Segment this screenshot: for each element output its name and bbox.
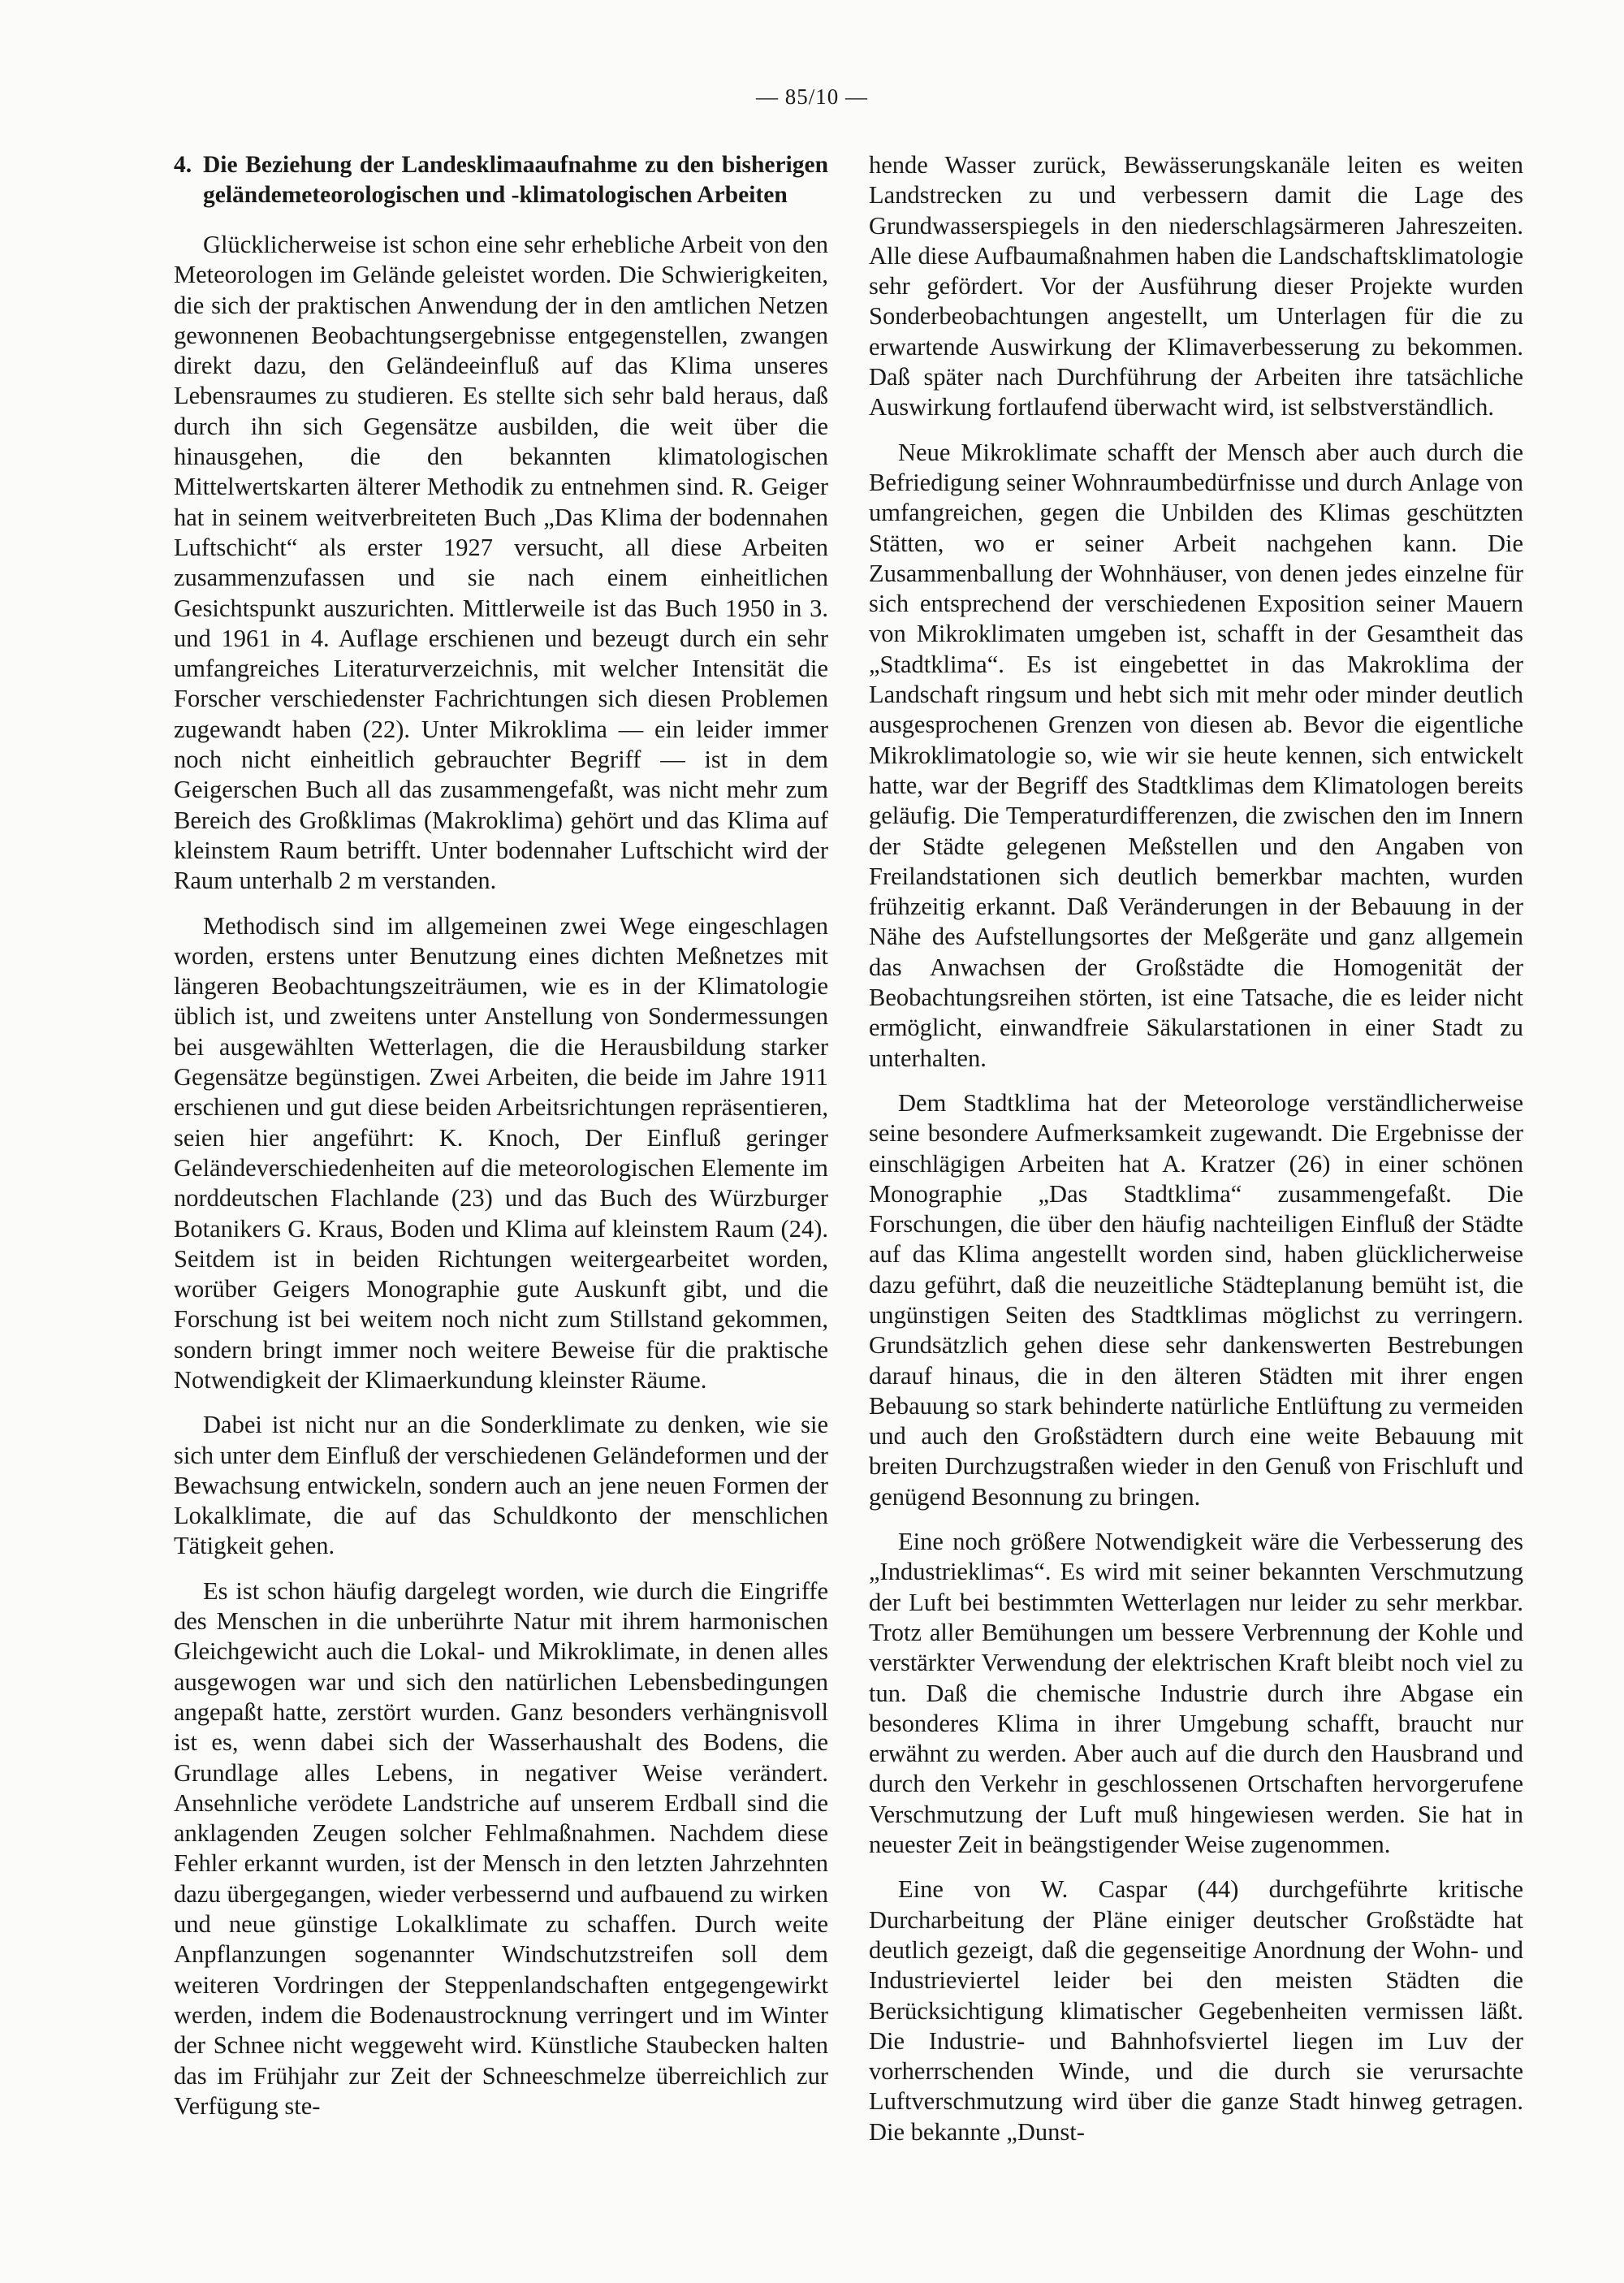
page-number: — 85/10 — [755, 84, 868, 109]
left-column [174, 150, 828, 2136]
paragraph-continued: hende Wasser zurück, Bewässerungskanäle leiten es weiten Landstrecken zu und verbessern damit die Lage des Grundwasserspiegels in den niederschlagsärmeren Jahreszeiten. Alle diese Aufbaumaßnahmen haben die Landschaftsklimatologie sehr gefördert. Vor der Ausführung dieser Projekte wurden Sonderbeobachtungen angestellt, um Unterlagen für die zu erwartende Auswirkung der Klimaverbesserung zu bekommen. Daß später nach Durchführung der Arbeiten ihre tatsächliche Auswirkung fortlaufend überwacht wird, ist selbstverständlich. [869, 151, 1523, 422]
section-title: Die Beziehung der Landesklimaaufnahme zu den bisherigen geländemeteorologischen und -klimatologischen Arbeiten [203, 152, 828, 208]
right-column [869, 150, 1523, 2162]
section-number: 4. [174, 152, 192, 178]
paragraph: Methodisch sind im allgemeinen zwei Wege eingeschlagen worden, erstens unter Benutzung eines dichten Meßnetzes mit längeren Beobachtungszeiträumen, wie es in der Klimatologie üblich ist, und zweitens unter Anstellung von Sondermessungen bei ausgewählten Wetterlagen, die die Herausbildung starker Gegensätze begünstigen. Zwei Arbeiten, die beide im Jahre 1911 erschienen und gut diese beiden Arbeitsrichtungen repräsentieren, seien hier angeführt: K. Knoch, Der Einfluß geringer Geländeverschiedenheiten auf die meteorologischen Elemente im norddeutschen Flachlande (23) und das Buch des Würzburger Botanikers G. Kraus, Boden und Klima auf kleinstem Raum (24). Seitdem ist in beiden Richtungen weitergearbeitet worden, worüber Geigers Monographie gute Auskunft gibt, und die Forschung ist bei weitem noch nicht zum Stillstand gekommen, sondern bringt immer noch weitere Beweise für die praktische Notwendigkeit der Klimaerkundung kleinster Räume. [174, 911, 828, 1394]
paragraph: Neue Mikroklimate schafft der Mensch aber auch durch die Befriedigung seiner Wohnraumbedürfnisse und durch Anlage von umfangreichen, gegen die Unbilden des Klimas geschützten Stätten, wo er seiner Arbeit nachgehen kann. Die Zusammenballung der Wohnhäuser, von denen jedes einzelne für sich entsprechend der verschiedenen Exposition seiner Mauern von Mikroklimaten umgeben ist, schafft in der Gesamtheit das „Stadtklima“. Es ist eingebettet in das Makroklima der Landschaft ringsum und hebt sich mit mehr oder minder deutlich ausgesprochenen Grenzen von diesen ab. Bevor die eigentliche Mikroklimatologie so, wie wir sie heute kennen, sich entwickelt hatte, war der Begriff des Stadtklimas dem Klimatologen bereits geläufig. Die Temperaturdifferenzen, die zwischen den im Innern der Städte gelegenen Meßstellen und den Angaben von Freilandstationen sich deutlich bemerkbar machten, wurden frühzeitig erkannt. Daß Veränderungen in der Bebauung in der Nähe des Aufstellungsortes der Meßgeräte und ganz allgemein das Anwachsen der Großstädte die Homogenität der Beobachtungsreihen störten, ist eine Tatsache, die es leider nicht ermöglicht, einwandfreie Säkularstationen in einer Stadt zu unterhalten. [869, 438, 1523, 1072]
paragraph: Eine von W. Caspar (44) durchgeführte kritische Durcharbeitung der Pläne einiger deutscher Großstädte hat deutlich gezeigt, daß die gegenseitige Anordnung der Wohn- und Industrieviertel leider bei den meisten Städten die Berücksichtigung klimatischer Gegebenheiten vermissen läßt. Die Industrie- und Bahnhofsviertel liegen im Luv der vorherrschenden Winde, und die durch sie verursachte Luftverschmutzung wird über die ganze Stadt hinweg getragen. Die bekannte „Dunst- [869, 1875, 1523, 2146]
paragraph: Eine noch größere Notwendigkeit wäre die Verbesserung des „Industrieklimas“. Es wird mit seiner bekannten Verschmutzung der Luft bei bestimmten Wetterlagen nur leider zu sehr merkbar. Trotz aller Bemühungen um bessere Verbrennung der Kohle und verstärkter Verwendung der elektrischen Kraft bleibt noch viel zu tun. Daß die chemische Industrie durch ihre Abgase ein besonderes Klima in ihrer Umgebung schafft, braucht nur erwähnt zu werden. Aber auch auf die durch den Hausbrand und durch den Verkehr in geschlossenen Ortschaften hervorgerufene Verschmutzung der Luft muß hingewiesen werden. Sie hat in neuester Zeit in beängstigender Weise zugenommen. [869, 1528, 1523, 1859]
paragraph: Dem Stadtklima hat der Meteorologe verständlicherweise seine besondere Aufmerksamkeit zugewandt. Die Ergebnisse der einschlägigen Arbeiten hat A. Kratzer (26) in einer schönen Monographie „Das Stadtklima“ zusammengefaßt. Die Forschungen, die über den häufig nachteiligen Einfluß der Städte auf das Klima angestellt worden sind, haben glücklicherweise dazu geführt, daß die neuzeitliche Städteplanung bemüht ist, die ungünstigen Seiten des Stadtklimas möglichst zu verringern. Grundsätzlich gehen diese sehr dankenswerten Bestrebungen darauf hinaus, die in den älteren Städten mit ihrer engen Bebauung so stark behinderte natürliche Entlüftung zu vermeiden und auch den Großstädtern durch eine weite Bebauung mit breiten Durchzugstraßen wieder in den Genuß von Frischluft und genügend Besonnung zu bringen. [869, 1088, 1523, 1511]
paragraph: Dabei ist nicht nur an die Sonderklimate zu denken, wie sie sich unter dem Einfluß der verschiedenen Geländeformen und der Bewachsung entwickeln, sondern auch an jene neuen Formen der Lokalklimate, die auf das Schuldkonto der menschlichen Tätigkeit gehen. [174, 1411, 828, 1560]
paragraph: Es ist schon häufig dargelegt worden, wie durch die Eingriffe des Menschen in die unberührte Natur mit ihrem harmonischen Gleichgewicht auch die Lokal- und Mikroklimate, in denen alles ausgewogen war und sich den natürlichen Lebensbedingungen angepaßt hatte, zerstört wurden. Ganz besonders verhängnisvoll ist es, wenn dabei sich der Wasserhaushalt des Bodens, die Grundlage alles Lebens, in negativer Weise verändert. Ansehnliche verödete Landstriche auf unserem Erdball sind die anklagenden Zeugen solcher Fehlmaßnahmen. Nachdem diese Fehler erkannt wurden, ist der Mensch in den letzten Jahrzehnten dazu übergegangen, wieder verbessernd und aufbauend zu wirken und neue günstige Lokalklimate zu schaffen. Durch weite Anpflanzungen sogenannter Windschutzstreifen soll dem weiteren Vordringen der Steppenlandschaften entgegengewirkt werden, indem die Bodenaustrocknung verringert und im Winter der Schnee nicht weggeweht wird. Künstliche Staubecken halten das im Frühjahr zur Zeit der Schneeschmelze überreichlich zur Verfügung ste- [174, 1576, 828, 2120]
section-heading [174, 150, 828, 210]
paragraph: Glücklicherweise ist schon eine sehr erhebliche Arbeit von den Meteorologen im Gelände geleistet worden. Die Schwierigkeiten, die sich der praktischen Anwendung der in den amtlichen Netzen gewonnenen Beobachtungsergebnisse entgegenstellen, zwangen direkt dazu, den Geländeeinfluß auf das Klima unseres Lebensraumes zu studieren. Es stellte sich sehr bald heraus, daß durch ihn sich Gegensätze ausbilden, die weit über die hinausgehen, die den bekannten klimatologischen Mittelwertskarten älterer Methodik zu entnehmen sind. R. Geiger hat in seinem weitverbreiteten Buch „Das Klima der bodennahen Luftschicht“ als erster 1927 versucht, all diese Arbeiten zusammenzufassen und sie nach einem einheitlichen Gesichtspunkt auszurichten. Mittlerweile ist das Buch 1950 in 3. und 1961 in 4. Auflage erschienen und bezeugt durch ein sehr umfangreiches Literaturverzeichnis, mit welcher Intensität die Forscher verschiedenster Fachrichtungen sich diesen Problemen zugewandt haben (22). Unter Mikroklima — ein leider immer noch nicht einheitlich gebrauchter Begriff — ist in dem Geigerschen Buch all das zusammengefaßt, was nicht mehr zum Bereich des Großklimas (Makroklima) gehört und das Klima auf kleinstem Raum betrifft. Unter bodennaher Luftschicht wird der Raum unterhalb 2 m verstanden. [174, 231, 828, 895]
